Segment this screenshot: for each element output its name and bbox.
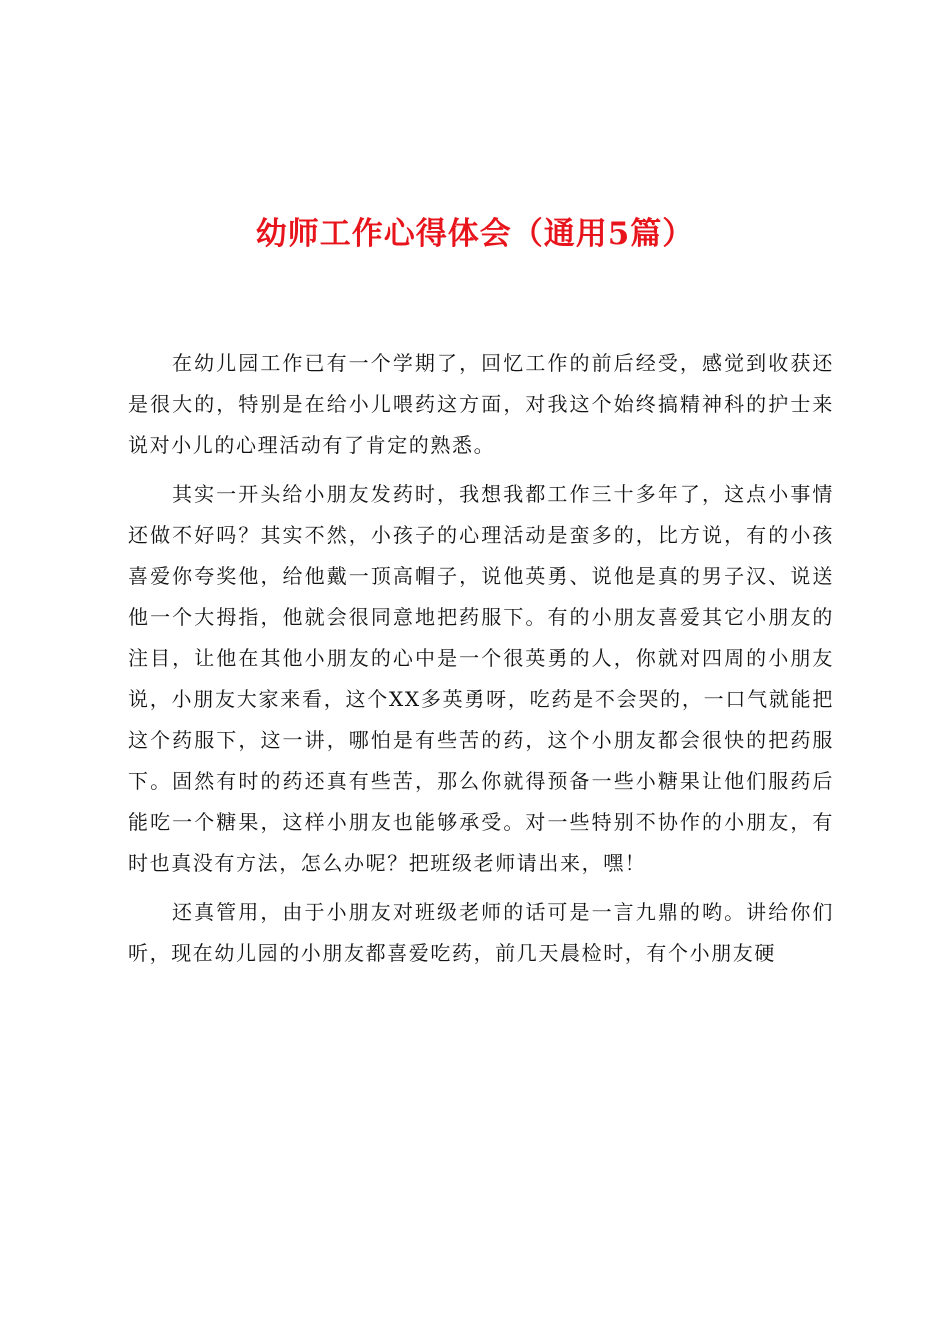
- paragraph-2: 其实一开头给小朋友发药时，我想我都工作三十多年了，这点小事情还做不好吗？其实不然，小孩子的心理活动是蛮多的，比方说，有的小孩喜爱你夸奖他，给他戴一顶高帽子，说他英勇、说他是真的男子汉、说送他一个大拇指，他就会很同意地把药服下。有的小朋友喜爱其它小朋友的注目，让他在其他小朋友的心中是一个很英勇的人，你就对四周的小朋友说，小朋友大家来看，这个XX多英勇呀，吃药是不会哭的，一口气就能把这个药服下，这一讲，哪怕是有些苦的药，这个小朋友都会很快的把药服下。固然有时的药还真有些苦，那么你就得预备一些小糖果让他们服药后能吃一个糖果，这样小朋友也能够承受。对一些特别不协作的小朋友，有时也真没有方法，怎么办呢？把班级老师请出来，嘿！: [128, 482, 834, 875]
- paragraph-1: 在幼儿园工作已有一个学期了，回忆工作的前后经受，感觉到收获还是很大的，特别是在给小儿喂药这方面，对我这个始终搞精神科的护士来说对小儿的心理活动有了肯定的熟悉。: [128, 351, 834, 457]
- document-body: [128, 343, 834, 982]
- document-title: 幼师工作心得体会（通用5篇）: [255, 216, 695, 252]
- paragraph-3: 还真管用，由于小朋友对班级老师的话可是一言九鼎的哟。讲给你们听，现在幼儿园的小朋友都喜爱吃药，前几天晨检时，有个小朋友硬: [128, 900, 834, 965]
